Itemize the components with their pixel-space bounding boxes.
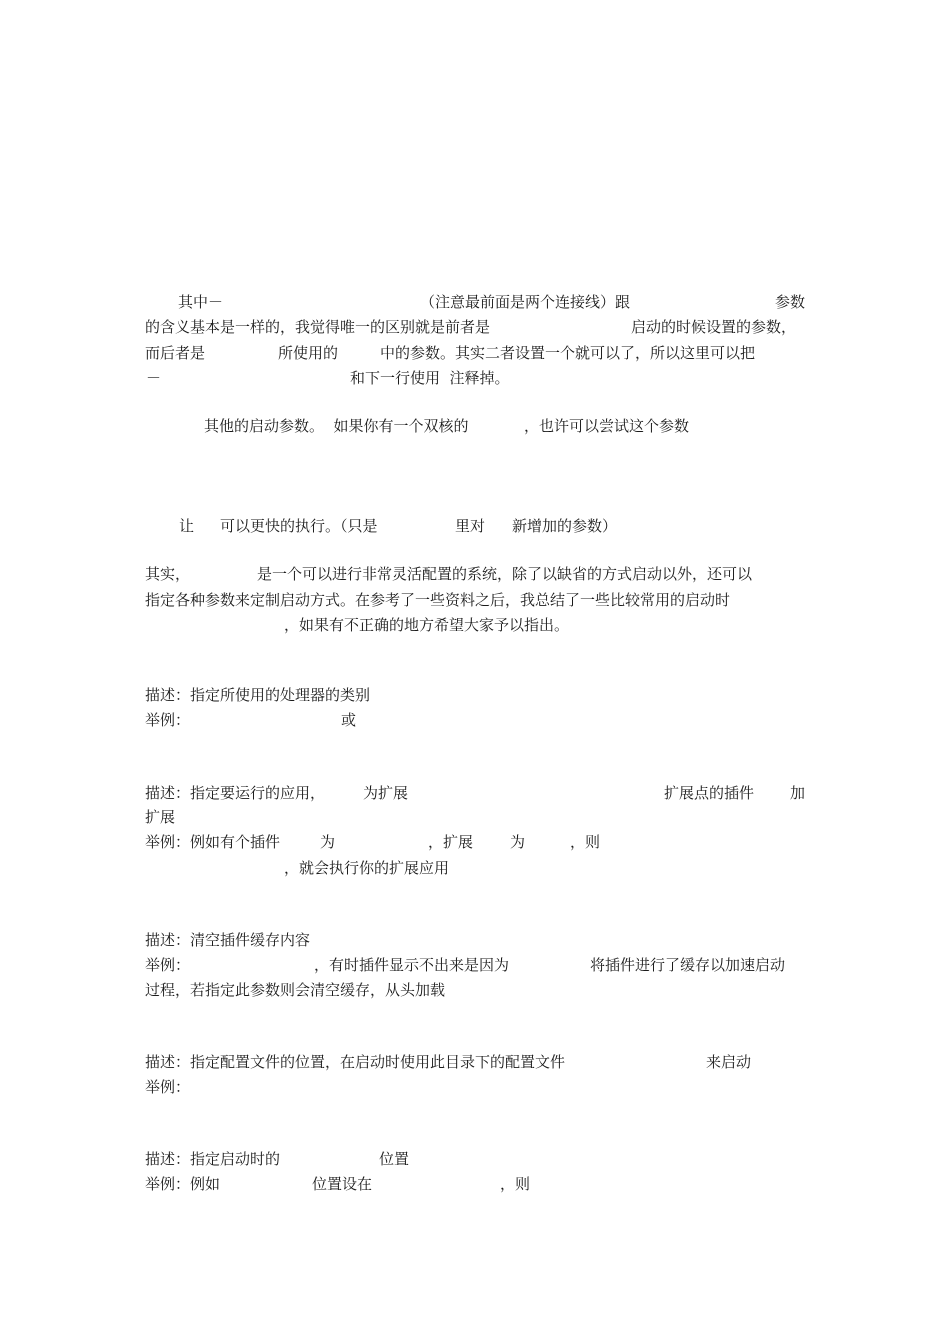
text-fragment: 里对: [455, 517, 486, 535]
text-fragment: ，扩展: [428, 833, 474, 851]
example-line: 举例：例如有个插件: [145, 833, 281, 851]
text-fragment: 扩展点的插件: [664, 784, 755, 802]
text-fragment: 过程，若指定此参数则会清空缓存，从头加载: [145, 981, 446, 999]
text-fragment: 扩展: [145, 808, 176, 826]
example-line: 举例：例如: [145, 1175, 221, 1193]
example-line: 举例：: [145, 1078, 191, 1096]
text-fragment: 指定各种参数来定制启动方式。在参考了一些资料之后，我总结了一些比较常用的启动时: [145, 591, 731, 609]
text-fragment: ，有时插件显示不出来是因为: [314, 956, 510, 974]
text-fragment: 参数: [775, 293, 806, 311]
text-fragment: ，就会执行你的扩展应用: [284, 859, 450, 877]
description-line: 描述：指定所使用的处理器的类别: [145, 686, 371, 704]
text-fragment: 其实，: [145, 565, 191, 583]
example-line: 举例：: [145, 956, 191, 974]
text-fragment: 其中－: [178, 293, 224, 311]
text-fragment: 是一个可以进行非常灵活配置的系统，除了以缺省的方式启动以外，还可以: [257, 565, 753, 583]
text-fragment: 位置: [379, 1150, 410, 1168]
text-fragment: 新增加的参数）: [512, 517, 618, 535]
text-fragment: 加: [790, 784, 806, 802]
text-fragment: 为: [510, 833, 526, 851]
text-fragment: －: [146, 369, 162, 387]
text-fragment: 将插件进行了缓存以加速启动: [590, 956, 786, 974]
text-fragment: ，则: [500, 1175, 531, 1193]
text-fragment: 中的参数。其实二者设置一个就可以了，所以这里可以把: [380, 344, 756, 362]
description-line: 描述：指定启动时的: [145, 1150, 281, 1168]
text-fragment: 来启动: [706, 1053, 752, 1071]
text-fragment: ，如果有不正确的地方希望大家予以指出。: [284, 616, 570, 634]
text-fragment: 其他的启动参数。 如果你有一个双核的: [204, 417, 469, 435]
description-line: 描述：指定要运行的应用，: [145, 784, 326, 802]
text-fragment: 启动的时候设置的参数，: [631, 318, 797, 336]
text-fragment: 的含义基本是一样的，我觉得唯一的区别就是前者是: [145, 318, 491, 336]
text-fragment: 或: [341, 711, 357, 729]
text-fragment: 让: [179, 517, 195, 535]
text-fragment: 位置设在: [312, 1175, 373, 1193]
text-fragment: ，则: [570, 833, 601, 851]
text-fragment: 所使用的: [278, 344, 339, 362]
text-fragment: ，也许可以尝试这个参数: [524, 417, 690, 435]
text-fragment: 而后者是: [145, 344, 206, 362]
description-line: 描述：清空插件缓存内容: [145, 931, 311, 949]
text-fragment: （注意最前面是两个连接线）跟: [420, 293, 631, 311]
description-line: 描述：指定配置文件的位置，在启动时使用此目录下的配置文件: [145, 1053, 566, 1071]
text-fragment: 为扩展: [363, 784, 409, 802]
text-fragment: 和下一行使用 注释掉。: [350, 369, 510, 387]
example-line: 举例：: [145, 711, 191, 729]
text-fragment: 可以更快的执行。（只是: [220, 517, 378, 535]
text-fragment: 为: [320, 833, 336, 851]
